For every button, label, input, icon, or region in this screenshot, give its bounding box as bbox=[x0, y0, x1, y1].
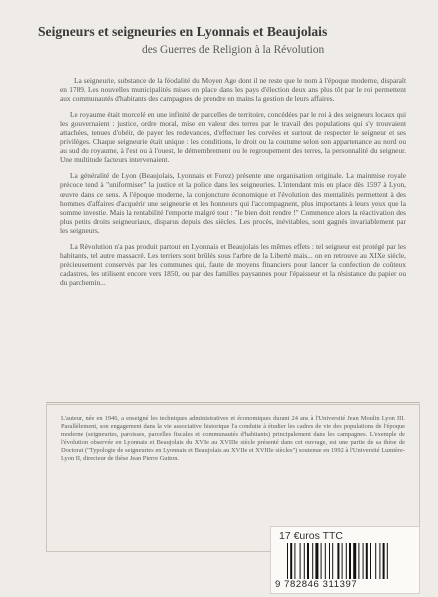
barcode-icon bbox=[287, 543, 411, 579]
author-bio: L'auteur, née en 1946, a enseigné les techniques administratives et économiques durant 24 ans à l'Université Jean Moulin Lyon III. Parallèlement, son engagement dans la vie associative historique l'a conduite à étudier les cadres de vie des populations de l'époque moderne (seigneuries, paroisses, parcelles fiscales et communautés d'habitants) principalement dans les campagnes. L'exemple de l'évolution observée en Lyonnais et Beaujolais du XVIe au XVIIIe siècle présenté dans cet ouvrage, est une partie de sa thèse de Doctorat ("Typologie de seigneuries en Lyonnais et Beaujolais au XVIIe et XVIIIe siècles") soutenue en 1992 à l'Université Lumière-Lyon II, directeur de thèse Jean Pierre Gutton. bbox=[46, 404, 420, 552]
bio-divider bbox=[46, 402, 420, 403]
summary-paragraph-2: Le royaume était morcelé en une infinité de parcelles de territoire, concédées par le roi à des seigneurs locaux qui les gouvernaient : justice, ordre moral, mise en valeur des terres par le travail des populations qui s'y trouvaient attachées, tenues d'obéir, de payer les redevances, d'effectuer les corvées et surtout de respecter le seigneur et ses privilèges. Chaque seigneurie était unique : les conditions, le droit ou la coutume selon son appartenance au nord ou au sud du royaume, à l'est ou à l'ouest, le démembrement ou le regroupement des terres, la personnalité du seigneur. Une multitude facteurs intervenaient. bbox=[60, 110, 406, 165]
book-title: Seigneurs et seigneuries en Lyonnais et Beaujolais bbox=[38, 24, 328, 39]
summary-paragraph-1: La seigneurie, substance de la féodalité du Moyen Age dont il ne reste que le nom à l'époque moderne, disparaît en 1789. Les nouvelles municipalités mises en place dans les pays d'élection deux ans plus tôt par le roi permettent aux communautés d'habitants des campagnes de prendre en mains la gestion de leurs affaires. bbox=[60, 76, 406, 104]
isbn-number: 9 782846 311397 bbox=[275, 579, 358, 590]
summary-paragraph-3: La généralité de Lyon (Beaujolais, Lyonnais et Forez) présente une organisation originale. La mainmise royale précoce tend à "uniformiser" la justice et la police dans les seigneuries. L'intendant mis en place dès 1597 à Lyon, œuvre dans ce sens. A l'époque moderne, la conjoncture économique et l'évolution des mentalités permettent à des hommes d'affaires d'acquérir une seigneurie et les honneurs qui l'accompagnent, plus importants à leurs yeux que la somme investie. Mais la rentabilité l'emporte malgré tout : "le bien doit rendre !" Commence alors la réactivation des plus petits droits seigneuriaux, disparus depuis des siècles. Les procès, inévitables, sont gagnés invariablement par les seigneurs. bbox=[60, 171, 406, 235]
book-subtitle: des Guerres de Religion à la Révolution bbox=[142, 44, 325, 56]
barcode-panel bbox=[270, 526, 420, 594]
summary-text bbox=[60, 76, 406, 294]
price-label: 17 €uros TTC bbox=[279, 530, 343, 542]
summary-paragraph-4: La Révolution n'a pas produit partout en Lyonnais et Beaujolais les mêmes effets : tel seigneur est protégé par les habitants, tel autre massacré. Les terriers sont brûlés sous l'arbre de la Liberté mais... on en retrouve au XIXe siècle, précieusement conservés par les communes qui, faute de moyens financiers pour lancer la confection de coûteux cadastres, les utilisent encore vers 1850, ou par des familles paysannes pour l'épaisseur et la résistance du papier ou du parchemin... bbox=[60, 241, 406, 287]
